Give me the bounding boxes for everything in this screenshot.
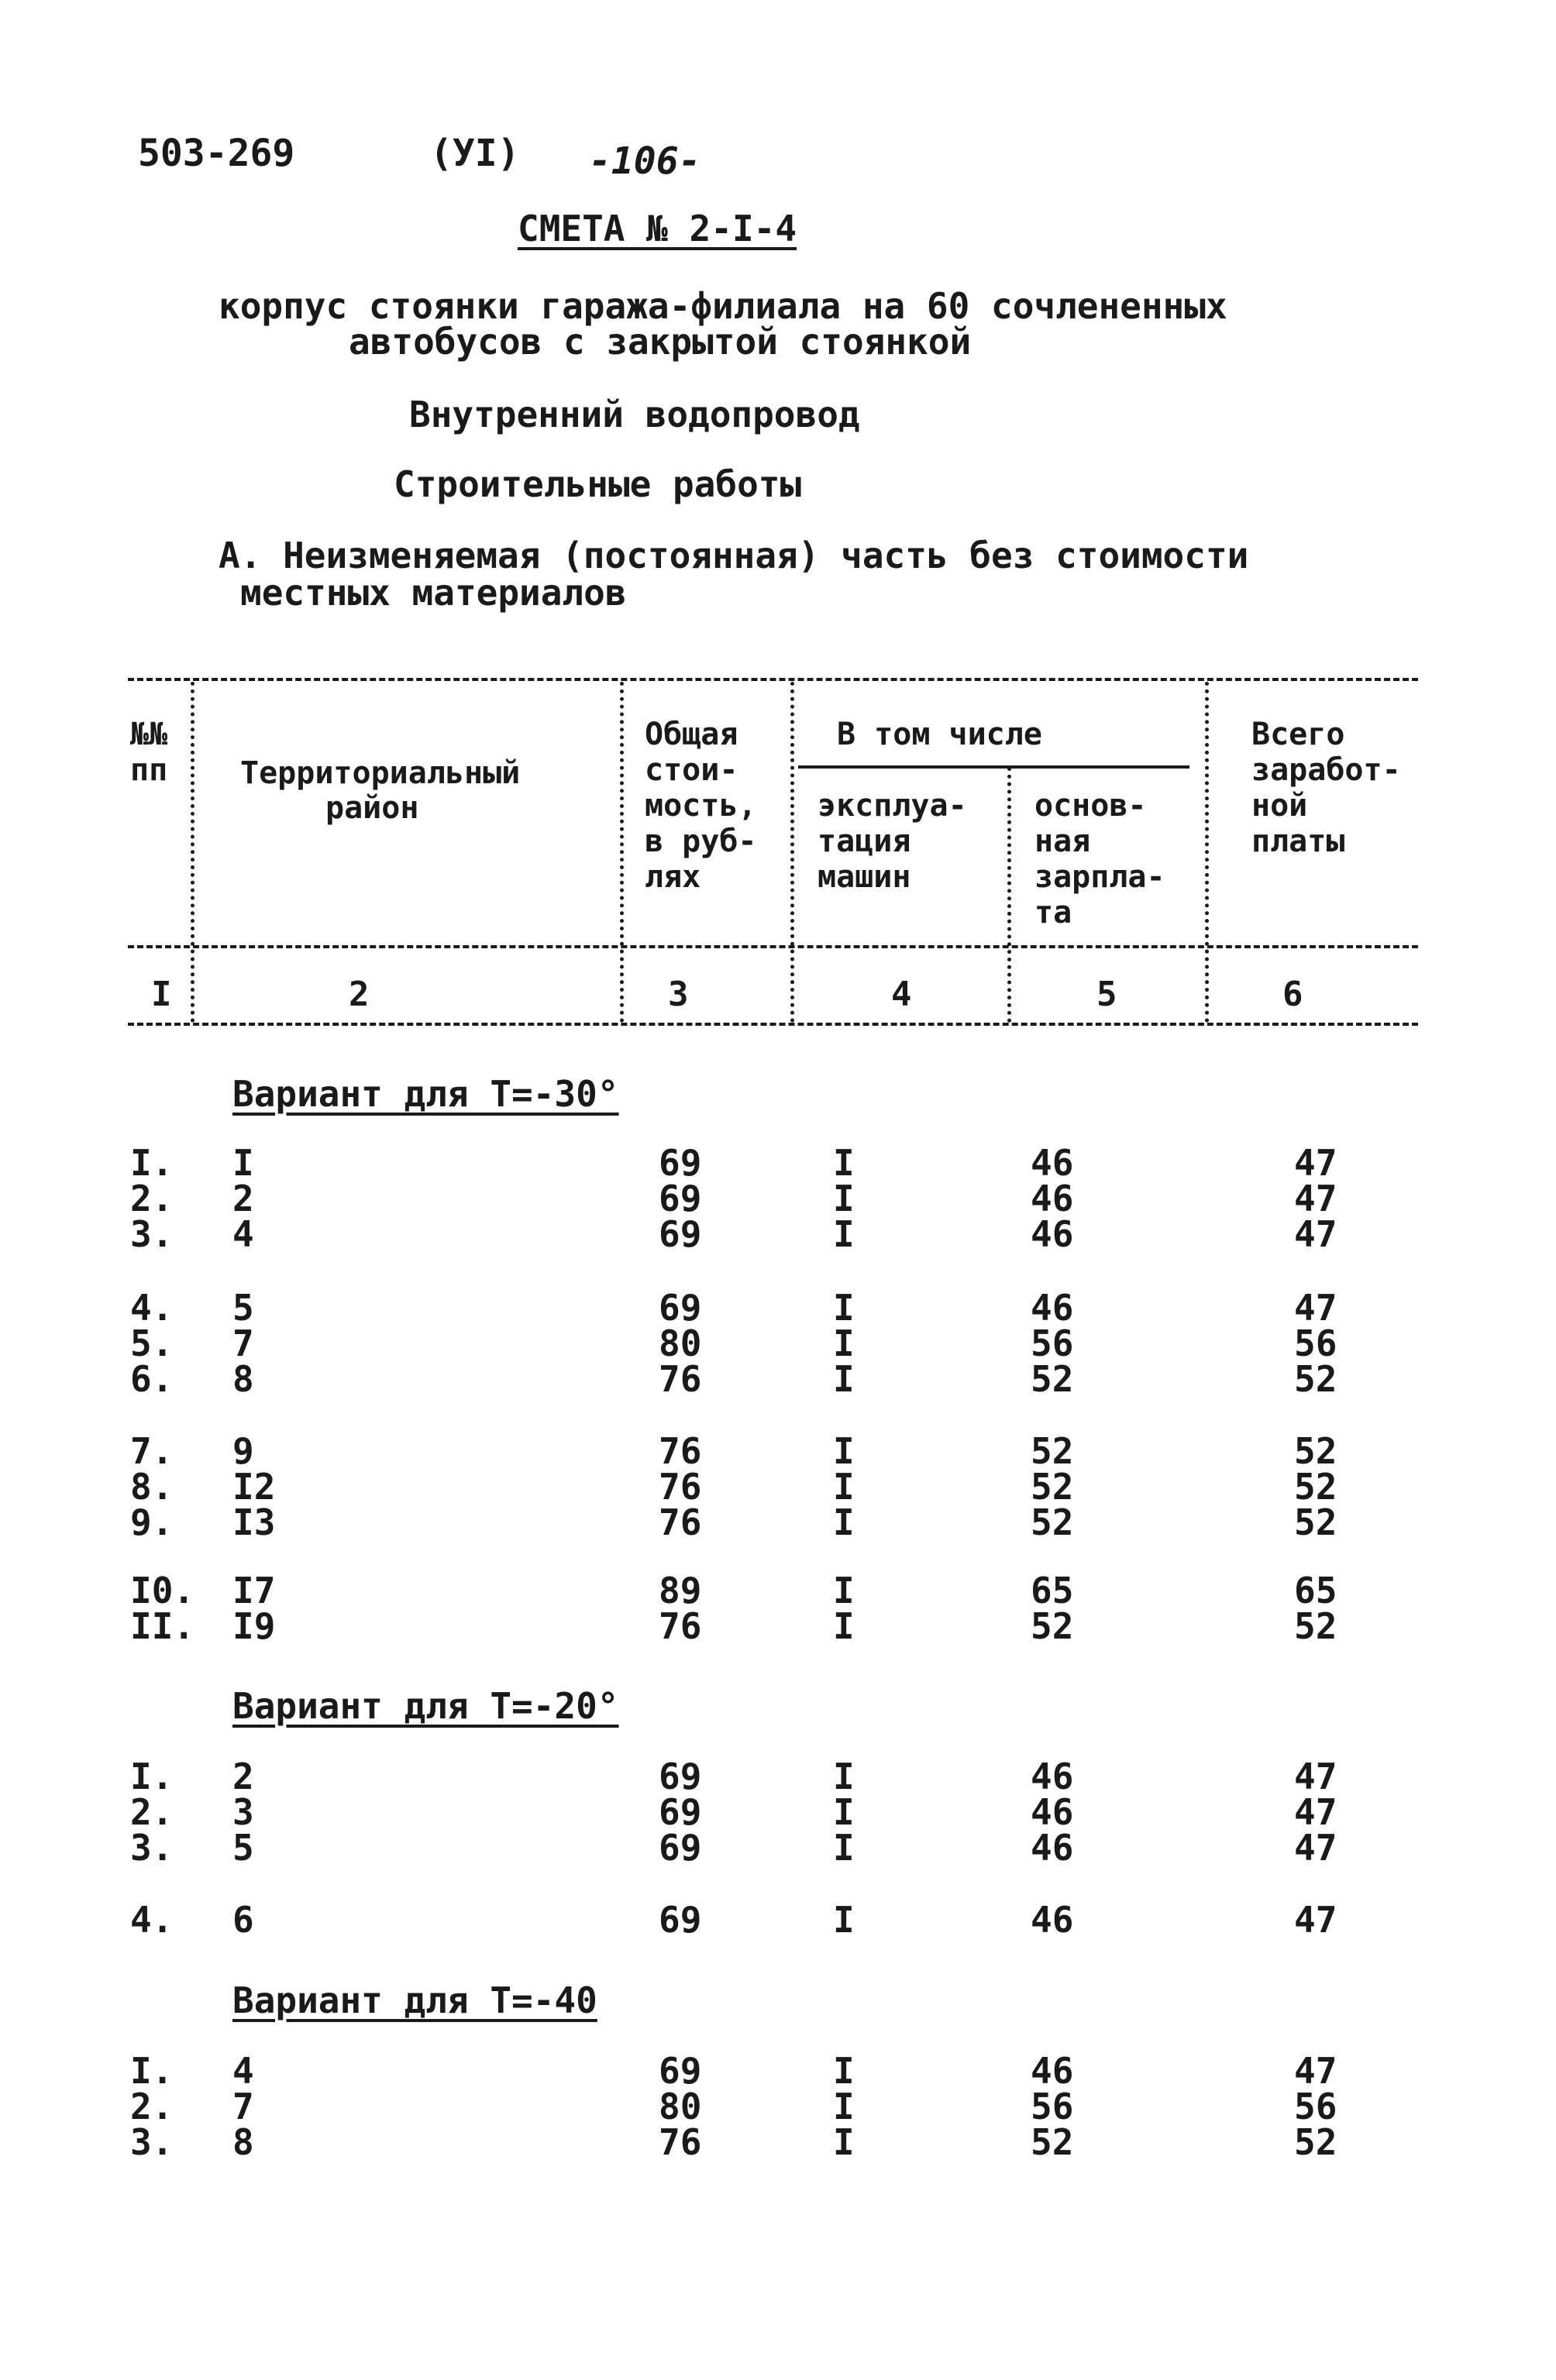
total-cost-cell: 80 [659, 2086, 702, 2127]
base-wage-cell: 46 [1031, 1178, 1074, 1219]
total-cost-cell: 69 [659, 1213, 702, 1255]
works-heading: Строительные работы [394, 463, 802, 505]
total-cost-cell: 69 [659, 2050, 702, 2092]
base-wage-cell: 46 [1031, 1142, 1074, 1184]
machines-cell: I [833, 1827, 855, 1869]
machines-cell: I [833, 1791, 855, 1833]
total-cost-cell: 76 [659, 1430, 702, 1472]
total-wage-cell: 56 [1294, 1322, 1337, 1364]
part-a-line-2: местных материалов [240, 572, 627, 614]
row-number: 2. [130, 2086, 174, 2127]
group-header: В том числе [837, 717, 1042, 752]
row-number: 8. [130, 1466, 174, 1508]
total-wage-cell: 47 [1294, 1213, 1337, 1255]
row-number: 3. [130, 1827, 174, 1869]
section-title: Вариант для Т=-20° [232, 1685, 619, 1727]
base-wage-cell: 56 [1031, 1322, 1074, 1364]
total-wage-cell: 52 [1294, 1501, 1337, 1543]
district-cell: 4 [232, 1213, 254, 1255]
district-cell: 5 [232, 1827, 254, 1869]
row-number: 5. [130, 1322, 174, 1364]
district-cell: 2 [232, 1178, 254, 1219]
col3-line-4: в руб- [645, 824, 757, 859]
col-number-1: I [151, 975, 172, 1014]
base-wage-cell: 46 [1031, 1756, 1074, 1797]
total-wage-cell: 47 [1294, 1756, 1337, 1797]
col1-line-2: пп [130, 752, 168, 788]
base-wage-cell: 52 [1031, 1466, 1074, 1508]
col4-line-1: эксплуа- [818, 788, 967, 824]
col6-line-2: заработ- [1251, 752, 1401, 788]
machines-cell: I [833, 1142, 855, 1184]
row-number: 2. [130, 1178, 174, 1219]
row-number: II. [130, 1605, 195, 1647]
col-number-2: 2 [349, 975, 370, 1014]
district-cell: 2 [232, 1756, 254, 1797]
total-cost-cell: 89 [659, 1570, 702, 1611]
table-top-rule [128, 678, 1418, 681]
table-numbers-rule [128, 1023, 1418, 1026]
district-cell: 7 [232, 1322, 254, 1364]
district-cell: 8 [232, 1358, 254, 1400]
row-number: 3. [130, 2121, 174, 2163]
total-wage-cell: 47 [1294, 1142, 1337, 1184]
col-divider-5 [1205, 682, 1209, 1023]
base-wage-cell: 56 [1031, 2086, 1074, 2127]
machines-cell: I [833, 1322, 855, 1364]
base-wage-cell: 46 [1031, 1827, 1074, 1869]
machines-cell: I [833, 1358, 855, 1400]
district-cell: I2 [232, 1466, 276, 1508]
total-cost-cell: 69 [659, 1827, 702, 1869]
total-wage-cell: 52 [1294, 2121, 1337, 2163]
machines-cell: I [833, 1501, 855, 1543]
base-wage-cell: 52 [1031, 1430, 1074, 1472]
system-heading: Внутренний водопровод [409, 394, 860, 435]
col3-line-3: мость, [645, 788, 757, 824]
col5-line-2: ная [1034, 824, 1091, 859]
total-cost-cell: 69 [659, 1756, 702, 1797]
base-wage-cell: 52 [1031, 1358, 1074, 1400]
col3-line-2: стои- [645, 752, 738, 788]
machines-cell: I [833, 1287, 855, 1329]
group-rule [798, 765, 1189, 769]
table-header-bottom-rule [128, 945, 1418, 948]
col3-line-1: Общая [645, 717, 738, 752]
row-number: I. [130, 1756, 174, 1797]
row-number: I. [130, 2050, 174, 2092]
total-wage-cell: 47 [1294, 1287, 1337, 1329]
machines-cell: I [833, 2050, 855, 2092]
base-wage-cell: 52 [1031, 2121, 1074, 2163]
district-cell: 4 [232, 2050, 254, 2092]
col1-line-1: №№ [130, 717, 168, 752]
total-wage-cell: 47 [1294, 2050, 1337, 2092]
col3-line-5: лях [645, 859, 701, 895]
total-cost-cell: 69 [659, 1287, 702, 1329]
part-a-line-1: А. Неизменяемая (постоянная) часть без стоимости [219, 535, 1249, 576]
total-wage-cell: 47 [1294, 1178, 1337, 1219]
col-divider-2 [620, 682, 624, 1023]
machines-cell: I [833, 1178, 855, 1219]
col2-line-1: Территориальный [240, 755, 521, 791]
machines-cell: I [833, 1605, 855, 1647]
col4-line-2: тация [818, 824, 911, 859]
col-number-6: 6 [1282, 975, 1303, 1014]
row-number: 4. [130, 1287, 174, 1329]
district-cell: 3 [232, 1791, 254, 1833]
col-divider-1 [191, 682, 194, 1023]
col-number-5: 5 [1096, 975, 1117, 1014]
base-wage-cell: 46 [1031, 2050, 1074, 2092]
document-code: 503-269 [138, 132, 295, 175]
district-cell: I [232, 1142, 254, 1184]
district-cell: 7 [232, 2086, 254, 2127]
subtitle-line-2: автобусов с закрытой стоянкой [349, 321, 972, 363]
machines-cell: I [833, 1466, 855, 1508]
row-number: 3. [130, 1213, 174, 1255]
row-number: 6. [130, 1358, 174, 1400]
total-cost-cell: 76 [659, 1466, 702, 1508]
total-cost-cell: 69 [659, 1178, 702, 1219]
base-wage-cell: 46 [1031, 1287, 1074, 1329]
col-number-3: 3 [668, 975, 689, 1014]
col6-line-4: платы [1251, 824, 1345, 859]
col6-line-3: ной [1251, 788, 1308, 824]
subtitle-line-1: корпус стоянки гаража-филиала на 60 сочлененных [219, 285, 1227, 327]
machines-cell: I [833, 1213, 855, 1255]
district-cell: I9 [232, 1605, 276, 1647]
machines-cell: I [833, 1430, 855, 1472]
total-wage-cell: 47 [1294, 1791, 1337, 1833]
base-wage-cell: 65 [1031, 1570, 1074, 1611]
district-cell: 9 [232, 1430, 254, 1472]
col-divider-3 [790, 682, 794, 1023]
total-wage-cell: 56 [1294, 2086, 1337, 2127]
machines-cell: I [833, 2086, 855, 2127]
col-divider-4 [1007, 767, 1011, 1023]
base-wage-cell: 52 [1031, 1605, 1074, 1647]
row-number: 4. [130, 1899, 174, 1941]
estimate-title: СМЕТА № 2-I-4 [518, 208, 797, 249]
row-number: 7. [130, 1430, 174, 1472]
total-cost-cell: 69 [659, 1791, 702, 1833]
total-wage-cell: 52 [1294, 1430, 1337, 1472]
col-number-4: 4 [891, 975, 912, 1014]
district-cell: 8 [232, 2121, 254, 2163]
district-cell: 5 [232, 1287, 254, 1329]
col6-line-1: Всего [1251, 717, 1345, 752]
machines-cell: I [833, 1756, 855, 1797]
total-cost-cell: 76 [659, 1605, 702, 1647]
total-wage-cell: 52 [1294, 1466, 1337, 1508]
total-cost-cell: 76 [659, 1358, 702, 1400]
total-wage-cell: 52 [1294, 1605, 1337, 1647]
section-title: Вариант для Т=-30° [232, 1073, 619, 1115]
total-wage-cell: 65 [1294, 1570, 1337, 1611]
document-part: (УI) [430, 132, 520, 175]
machines-cell: I [833, 1899, 855, 1941]
total-cost-cell: 69 [659, 1142, 702, 1184]
section-title: Вариант для Т=-40 [232, 1979, 597, 2021]
base-wage-cell: 46 [1031, 1791, 1074, 1833]
row-number: I0. [130, 1570, 195, 1611]
base-wage-cell: 52 [1031, 1501, 1074, 1543]
total-cost-cell: 76 [659, 1501, 702, 1543]
row-number: I. [130, 1142, 174, 1184]
total-wage-cell: 47 [1294, 1827, 1337, 1869]
col5-line-4: та [1034, 895, 1072, 930]
machines-cell: I [833, 2121, 855, 2163]
row-number: 2. [130, 1791, 174, 1833]
machines-cell: I [833, 1570, 855, 1611]
row-number: 9. [130, 1501, 174, 1543]
district-cell: 6 [232, 1899, 254, 1941]
total-cost-cell: 80 [659, 1322, 702, 1364]
district-cell: I7 [232, 1570, 276, 1611]
base-wage-cell: 46 [1031, 1899, 1074, 1941]
total-cost-cell: 76 [659, 2121, 702, 2163]
base-wage-cell: 46 [1031, 1213, 1074, 1255]
total-wage-cell: 47 [1294, 1899, 1337, 1941]
col4-line-3: машин [818, 859, 911, 895]
col5-line-3: зарпла- [1034, 859, 1165, 895]
total-cost-cell: 69 [659, 1899, 702, 1941]
page-number: -106- [589, 139, 701, 183]
district-cell: I3 [232, 1501, 276, 1543]
total-wage-cell: 52 [1294, 1358, 1337, 1400]
col2-line-2: район [325, 790, 419, 826]
col5-line-1: основ- [1034, 788, 1147, 824]
